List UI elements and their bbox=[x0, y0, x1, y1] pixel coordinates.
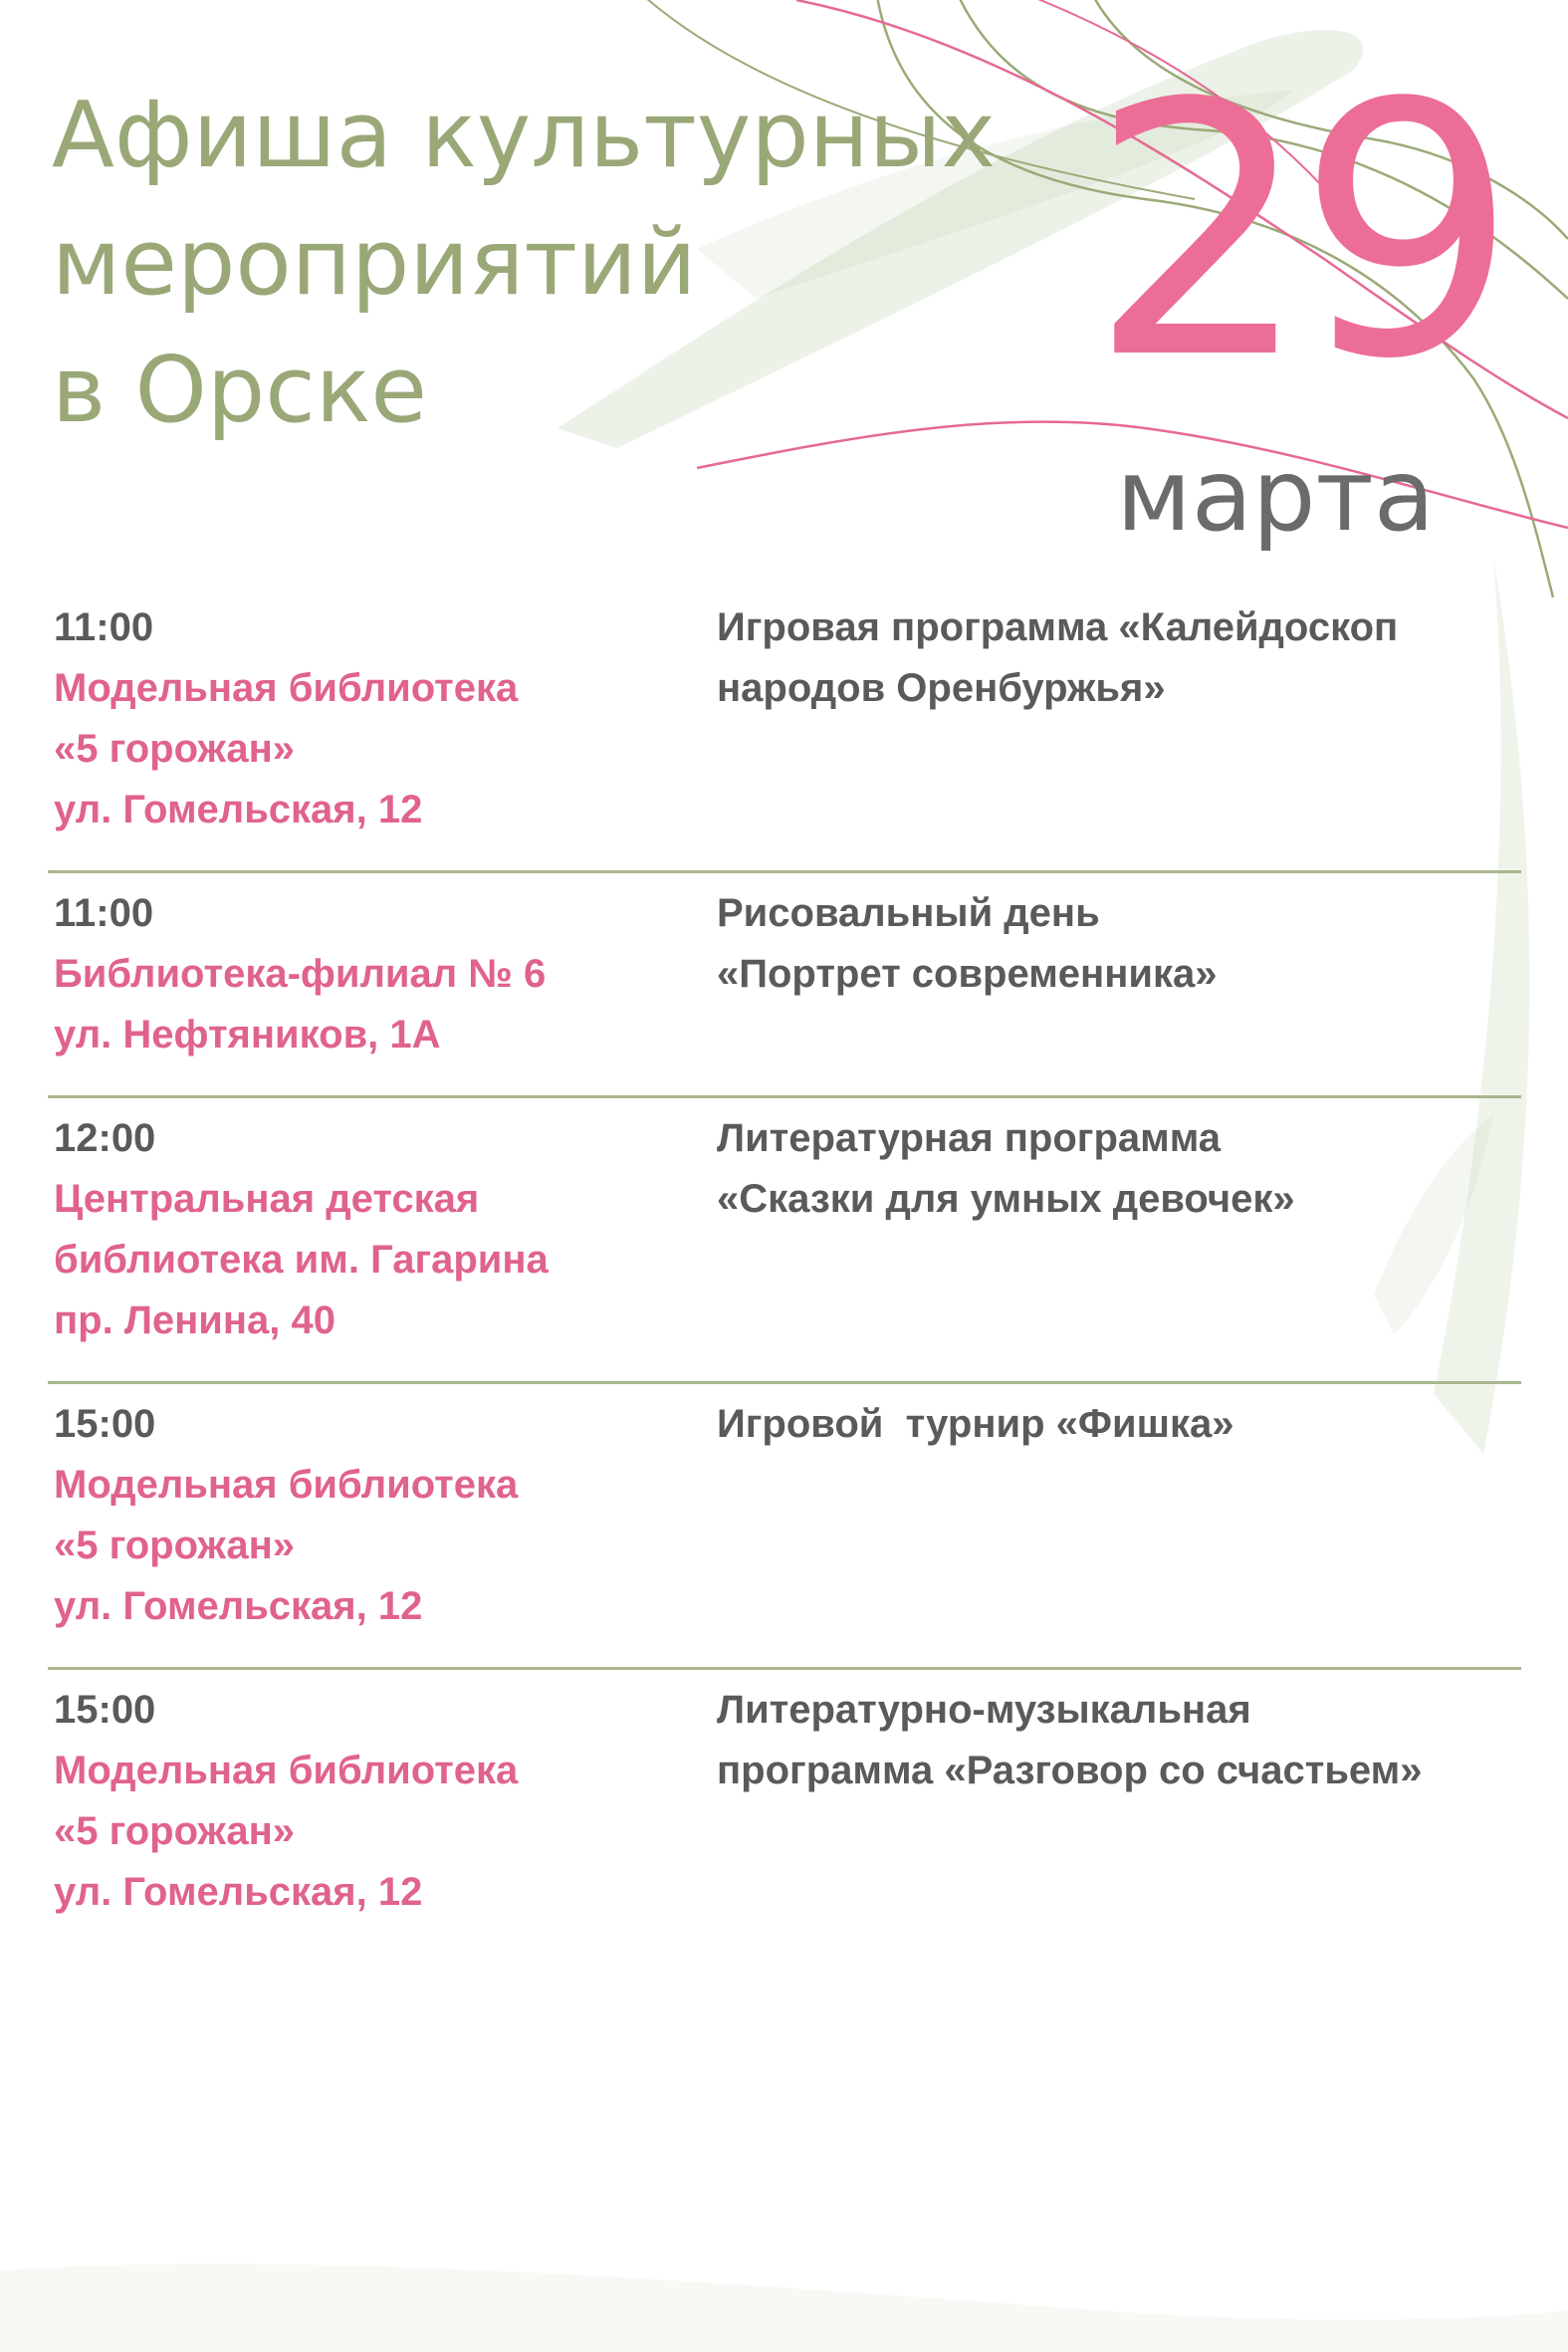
event-info bbox=[54, 1394, 717, 1637]
event-info bbox=[54, 1108, 717, 1351]
event-info bbox=[54, 1680, 717, 1923]
event-row bbox=[48, 1384, 1521, 1670]
title-line: мероприятий bbox=[52, 209, 697, 316]
event-row bbox=[48, 1098, 1521, 1384]
events-list bbox=[48, 588, 1521, 1953]
event-address: ул. Гомельская, 12 bbox=[54, 1584, 423, 1628]
event-description bbox=[717, 1680, 1513, 1923]
event-title: Игровой турнир «Фишка» bbox=[717, 1402, 1234, 1446]
event-title: народов Оренбуржья» bbox=[717, 666, 1166, 710]
event-title: «Портрет современника» bbox=[717, 952, 1218, 996]
event-row bbox=[48, 1670, 1521, 1953]
event-title: Литературная программа bbox=[717, 1116, 1222, 1160]
page-title bbox=[52, 72, 996, 454]
event-time: 11:00 bbox=[54, 891, 154, 935]
event-address: ул. Нефтяников, 1А bbox=[54, 1013, 441, 1057]
event-venue: «5 горожан» bbox=[54, 1809, 296, 1853]
event-venue: Модельная библиотека bbox=[54, 1749, 519, 1792]
event-title: программа «Разговор со счастьем» bbox=[717, 1749, 1423, 1792]
event-info bbox=[54, 883, 717, 1065]
event-title: Литературно-музыкальная bbox=[717, 1688, 1251, 1732]
event-row bbox=[48, 588, 1521, 873]
event-venue: Модельная библиотека bbox=[54, 1463, 519, 1507]
event-time: 11:00 bbox=[54, 605, 154, 649]
event-venue: Модельная библиотека bbox=[54, 666, 519, 710]
event-address: ул. Гомельская, 12 bbox=[54, 788, 423, 831]
event-time: 15:00 bbox=[54, 1402, 156, 1446]
event-venue: Библиотека-филиал № 6 bbox=[54, 952, 547, 996]
event-description bbox=[717, 1108, 1513, 1351]
event-title: Рисовальный день bbox=[717, 891, 1100, 935]
event-time: 15:00 bbox=[54, 1688, 156, 1732]
event-address: пр. Ленина, 40 bbox=[54, 1298, 336, 1342]
title-line: в Орске bbox=[52, 337, 428, 443]
event-venue: «5 горожан» bbox=[54, 1524, 296, 1567]
event-address: ул. Гомельская, 12 bbox=[54, 1870, 423, 1914]
event-description bbox=[717, 883, 1513, 1065]
event-info bbox=[54, 597, 717, 840]
date-day: 29 bbox=[1088, 29, 1504, 435]
event-title: Игровая программа «Калейдоскоп bbox=[717, 605, 1399, 649]
event-venue: «5 горожан» bbox=[54, 727, 296, 771]
event-row bbox=[48, 873, 1521, 1098]
event-description bbox=[717, 597, 1513, 840]
title-line: Афиша культурных bbox=[52, 82, 996, 188]
event-description bbox=[717, 1394, 1513, 1637]
date-month: марта bbox=[1116, 437, 1435, 554]
event-venue: Центральная детская bbox=[54, 1177, 480, 1221]
event-time: 12:00 bbox=[54, 1116, 156, 1160]
event-title: «Сказки для умных девочек» bbox=[717, 1177, 1295, 1221]
event-venue: библиотека им. Гагарина bbox=[54, 1238, 549, 1282]
